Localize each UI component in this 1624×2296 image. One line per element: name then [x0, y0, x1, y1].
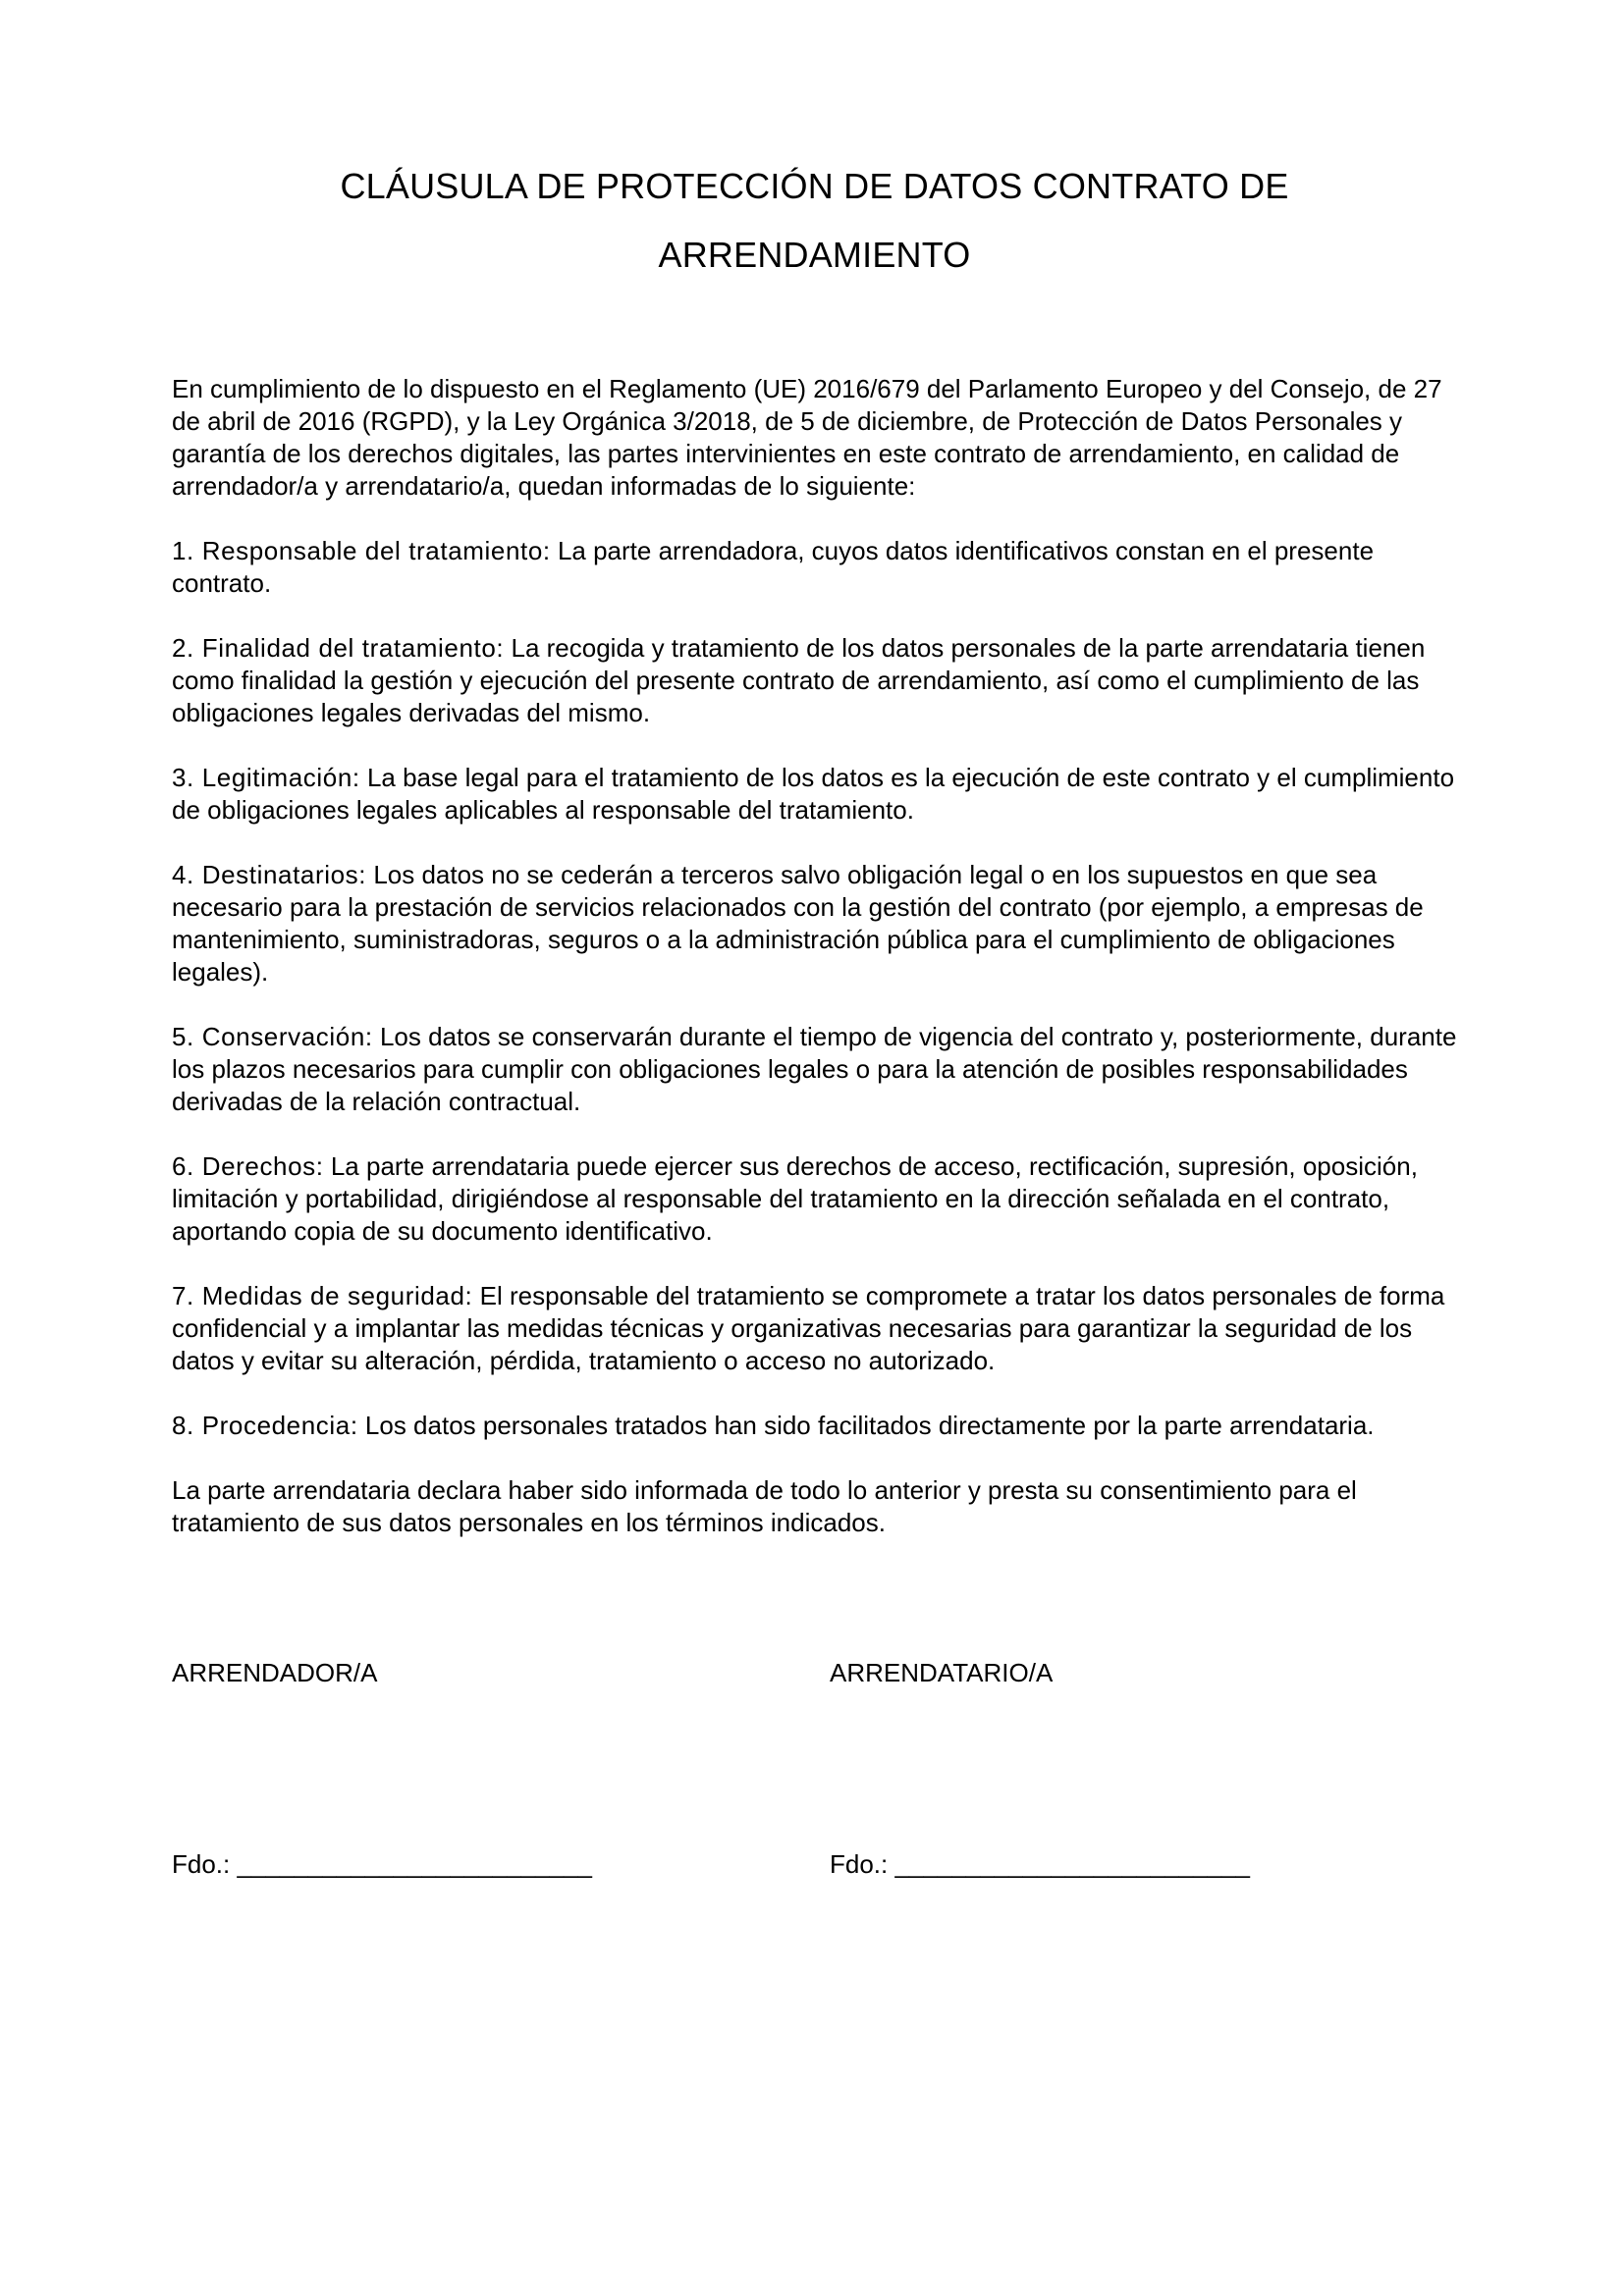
- clause-paragraph-5: [172, 1021, 1457, 1118]
- clause-text: La parte arrendadora, cuyos datos identificativos constan en el presente contrato.: [172, 536, 1375, 598]
- clause-paragraph-2: [172, 632, 1457, 729]
- clause-heading: 3. Legitimación:: [172, 763, 360, 792]
- clause-text: Los datos no se cederán a terceros salvo obligación legal o en los supuestos en que sea necesario para la prestación de servicios relacionados con la gestión del contrato (por ejemplo, a empresas de mantenimiento, suministradoras, seguros o a la administración pública para el cumplimiento de obligaciones legales).: [172, 860, 1424, 987]
- arrendador-label: ARRENDADOR/A: [172, 1658, 378, 1687]
- clause-heading: 4. Destinatarios:: [172, 860, 367, 889]
- arrendador-sign-line: Fdo.: _________________________: [172, 1849, 592, 1879]
- clause-text: La parte arrendataria puede ejercer sus derechos de acceso, rectificación, supresión, oposición, limitación y portabilidad, dirigiéndose al responsable del tratamiento en la dirección señalada en el contrato, aportando copia de su documento identificativo.: [172, 1151, 1418, 1246]
- clause-text: Los datos se conservarán durante el tiempo de vigencia del contrato y, posteriormente, durante los plazos necesarios para cumplir con obligaciones legales o para la atención de posibles responsabilidades derivadas de la relación contractual.: [172, 1022, 1457, 1116]
- clause-text: La recogida y tratamiento de los datos personales de la parte arrendataria tienen como finalidad la gestión y ejecución del presente contrato de arrendamiento, así como el cumplimiento de las obligaciones legales derivadas del mismo.: [172, 633, 1426, 727]
- clause-heading: 7. Medidas de seguridad:: [172, 1281, 473, 1310]
- intro-paragraph: En cumplimiento de lo dispuesto en el Reglamento (UE) 2016/679 del Parlamento Europeo y del Consejo, de 27 de abril de 2016 (RGPD), y la Ley Orgánica 3/2018, de 5 de diciembre, de Protección de Datos Personales y garantía de los derechos digitales, las partes intervinientes en este contrato de arrendamiento, en calidad de arrendador/a y arrendatario/a, quedan informadas de lo siguiente:: [172, 374, 1442, 501]
- clause-heading: 5. Conservación:: [172, 1022, 373, 1051]
- arrendatario-label: ARRENDATARIO/A: [830, 1658, 1054, 1687]
- clause-paragraph-4: [172, 859, 1457, 988]
- document-title: CLÁUSULA DE PROTECCIÓN DE DATOS CONTRATO DE ARRENDAMIENTO: [340, 166, 1289, 275]
- clause-heading: 8. Procedencia:: [172, 1411, 358, 1440]
- clause-paragraph-8: [172, 1410, 1457, 1442]
- signature-lines-row: [172, 1848, 1457, 1881]
- clause-text: La base legal para el tratamiento de los datos es la ejecución de este contrato y el cumplimiento de obligaciones legales aplicables al responsable del tratamiento.: [172, 763, 1455, 825]
- clause-paragraph-7: [172, 1280, 1457, 1377]
- clause-text: El responsable del tratamiento se compromete a tratar los datos personales de forma confidencial y a implantar las medidas técnicas y organizativas necesarias para garantizar la seguridad de los datos y evitar su alteración, pérdida, tratamiento o acceso no autorizado.: [172, 1281, 1445, 1375]
- clause-paragraph-6: [172, 1150, 1457, 1248]
- clause-text: Los datos personales tratados han sido facilitados directamente por la parte arrendataria.: [364, 1411, 1375, 1440]
- clause-paragraph-1: [172, 535, 1457, 600]
- clause-heading: 1. Responsable del tratamiento:: [172, 536, 551, 565]
- clause-paragraph-3: [172, 762, 1457, 827]
- signature-labels-row: [172, 1657, 1457, 1689]
- clause-heading: 6. Derechos:: [172, 1151, 324, 1181]
- closing-paragraph: La parte arrendataria declara haber sido informada de todo lo anterior y presta su consentimiento para el tratamiento de sus datos personales en los términos indicados.: [172, 1475, 1357, 1537]
- clause-heading: 2. Finalidad del tratamiento:: [172, 633, 505, 663]
- arrendatario-sign-line: Fdo.: _________________________: [830, 1849, 1250, 1879]
